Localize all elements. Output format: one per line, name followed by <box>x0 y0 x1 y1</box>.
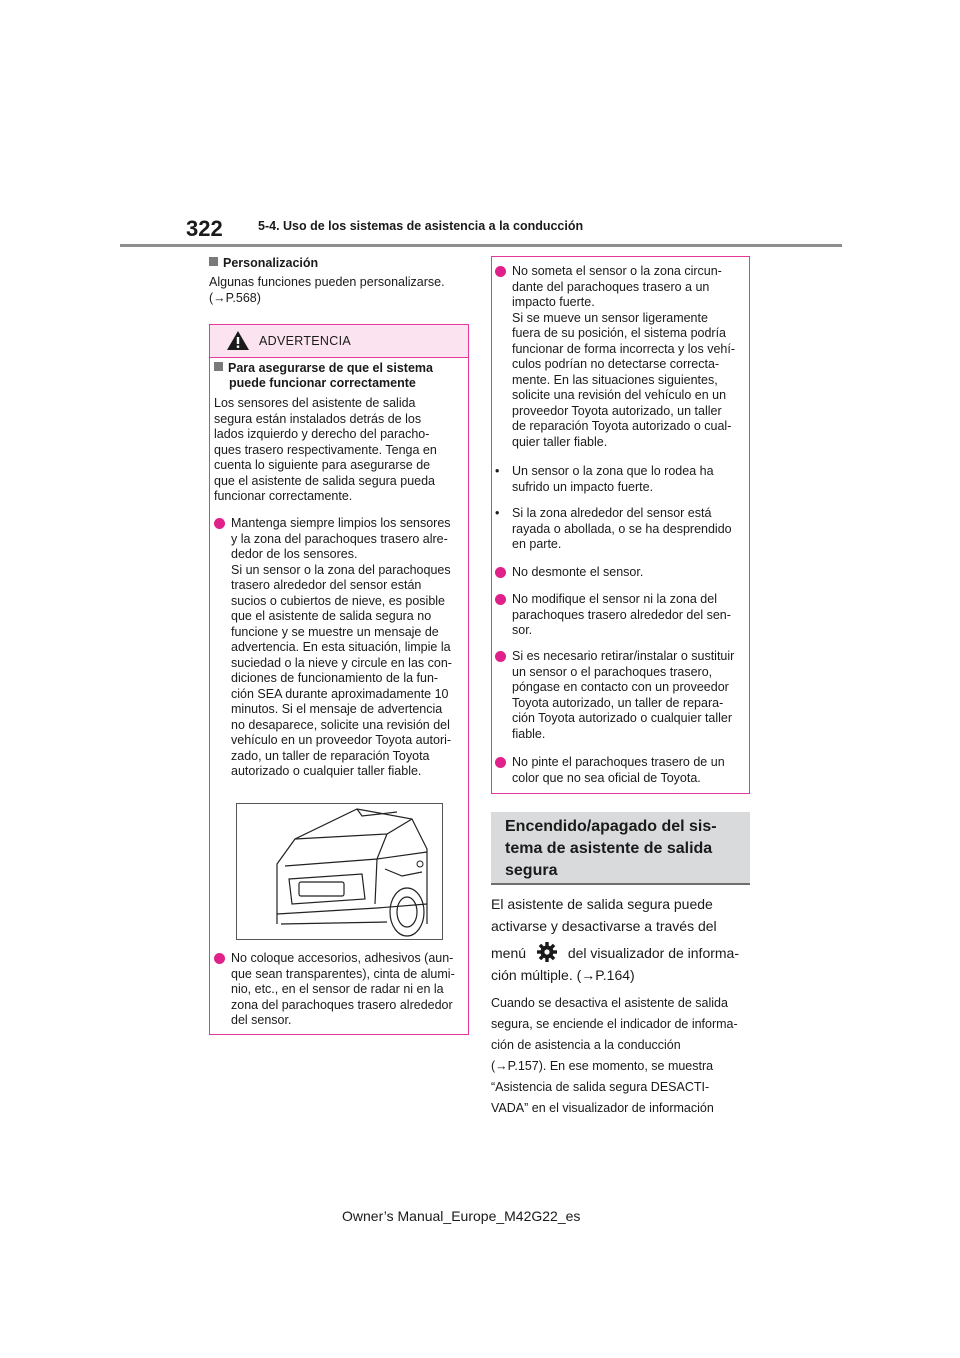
footer-text: Owner’s Manual_Europe_M42G22_es <box>342 1208 581 1224</box>
magenta-bullet-icon <box>495 651 506 662</box>
magenta-bullet-icon <box>214 518 225 529</box>
chapter-title: 5-4. Uso de los sistemas de asistencia a la conducción <box>258 219 584 233</box>
section-heading <box>491 812 750 885</box>
header-rule <box>120 244 842 247</box>
section-body-line: activarse y desactivarse a través del <box>491 918 717 934</box>
section-note-line: “Asistencia de salida segura DESACTI- <box>491 1080 710 1094</box>
section-note-line: VADA” en el visualizador de información <box>491 1101 714 1115</box>
personalization-heading <box>209 256 318 272</box>
section-note-line: Cuando se desactiva el asistente de salida <box>491 996 728 1010</box>
personalization-line: Algunas funciones pueden personalizarse. <box>209 275 445 289</box>
car-rear-drawing <box>237 804 442 939</box>
section-heading-line: tema de asistente de salida <box>505 840 713 857</box>
square-bullet-icon <box>214 362 223 371</box>
section-heading-line: segura <box>505 862 558 879</box>
warning-label: ADVERTENCIA <box>259 334 351 348</box>
section-body-line: El asistente de salida segura puede <box>491 896 713 912</box>
warning-header <box>210 325 468 358</box>
gear-icon <box>536 941 558 963</box>
section-note-line: segura, se enciende el indicador de informa- <box>491 1017 738 1031</box>
magenta-bullet-icon <box>214 953 225 964</box>
magenta-bullet-icon <box>495 266 506 277</box>
magenta-bullet-icon <box>495 594 506 605</box>
warning-subheading <box>214 361 433 377</box>
vehicle-rear-illustration <box>236 803 443 940</box>
warning-subheading-line: Para asegurarse de que el sistema <box>228 361 433 375</box>
section-note-line: ción de asistencia a la conducción <box>491 1038 681 1052</box>
warning-triangle-icon <box>226 330 250 351</box>
section-note-line: (→P.157). En ese momento, se muestra <box>491 1059 714 1073</box>
magenta-bullet-icon <box>495 757 506 768</box>
personalization-heading-text: Personalización <box>223 256 319 270</box>
section-body-line: ción múltiple. (→P.164) <box>491 967 635 983</box>
page-number: 322 <box>186 216 223 241</box>
section-heading-line: Encendido/apagado del sis- <box>505 818 717 835</box>
warning-intro: Los sensores del asistente de salida segura están instalados detrás de los lados izquierdo y derecho del paracho- ques trasero respectivamente. Tenga en cuenta lo siguiente para asegurarse de que el asistente de salida segura pueda funcionar correctamente. <box>214 396 437 503</box>
warning-subheading-line: puede funcionar correctamente <box>229 376 416 390</box>
square-bullet-icon <box>209 257 218 266</box>
magenta-bullet-icon <box>495 567 506 578</box>
personalization-line: (→P.568) <box>209 291 261 305</box>
section-body-line-with-icon: menú del visualizador de informa- <box>491 941 739 963</box>
